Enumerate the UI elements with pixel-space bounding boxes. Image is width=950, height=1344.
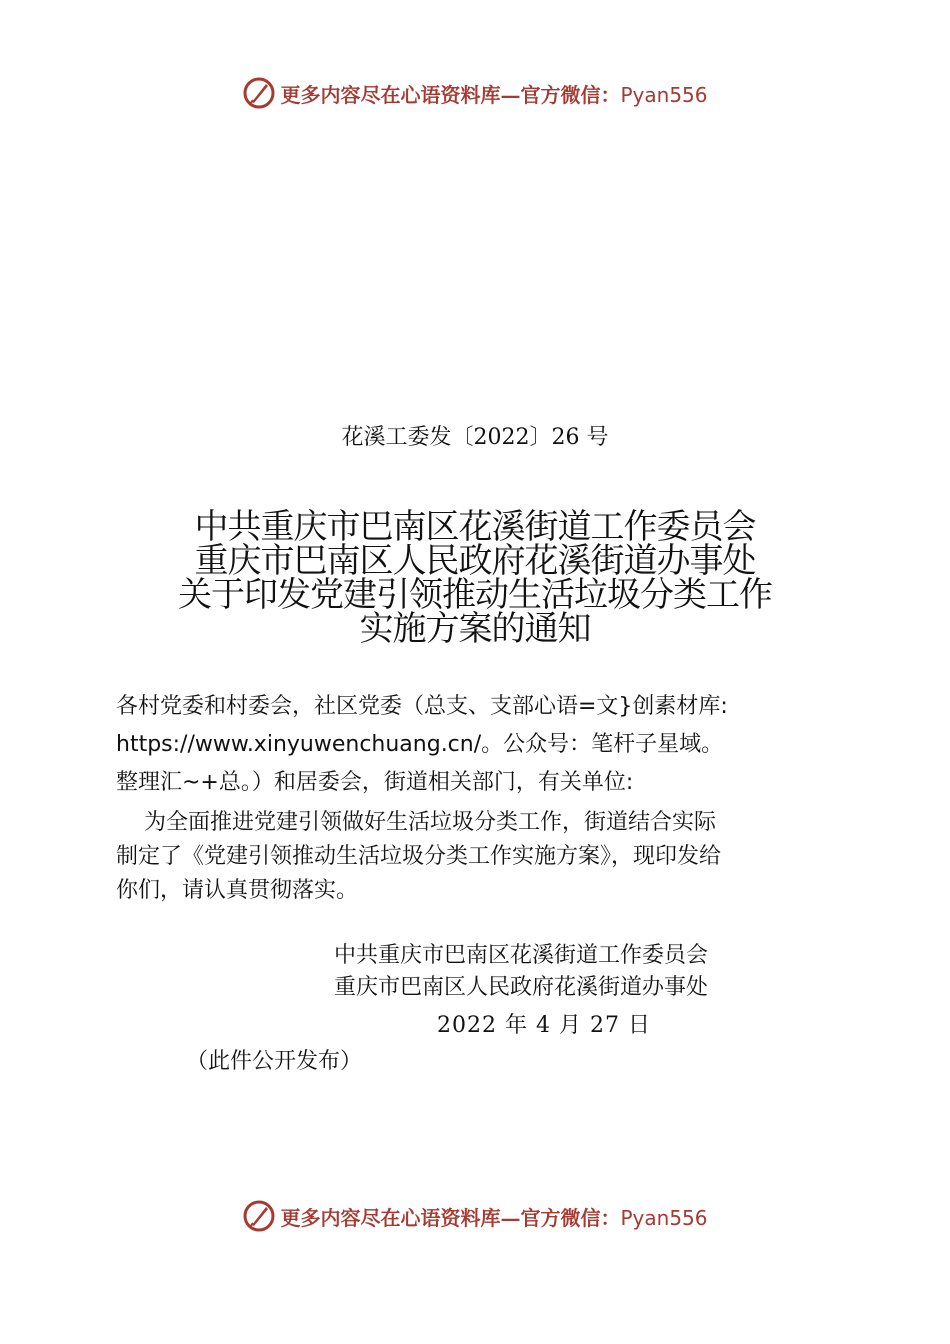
banner-text	[280, 1202, 707, 1231]
body-line: 你们，请认真贯彻落实。	[116, 878, 359, 903]
body-line: 为全面推进党建引领做好生活垃圾分类工作，街道结合实际	[116, 810, 716, 835]
signature-block	[334, 940, 854, 1004]
signature-line: 中共重庆市巴南区花溪街道工作委员会	[334, 943, 709, 968]
signature-line: 重庆市巴南区人民政府花溪街道办事处	[334, 975, 709, 1000]
salutation	[116, 688, 846, 802]
salutation-line: 整理汇~+总。）和居委会，街道相关部门，有关单位:	[116, 770, 634, 795]
quill-pen-logo-icon	[242, 1199, 276, 1233]
salutation-line: https://www.xinyuwenchuang.cn/。公众号：笔杆子星域。	[116, 732, 724, 757]
body-line: 制定了《党建引领推动生活垃圾分类工作实施方案》，现印发给	[116, 844, 722, 869]
banner-message: 更多内容尽在心语资料库—官方微信：	[280, 82, 621, 107]
banner-wechat-id: Pyan556	[620, 82, 708, 107]
sign-date: 2022 年 4 月 27 日	[437, 1013, 651, 1038]
public-release-note: （此件公开发布）	[186, 1049, 363, 1074]
quill-pen-logo-icon	[242, 76, 276, 110]
banner-message: 更多内容尽在心语资料库—官方微信：	[280, 1205, 621, 1230]
document-title	[0, 507, 950, 649]
body-paragraph	[116, 806, 846, 908]
title-line: 重庆市巴南区人民政府花溪街道办事处	[194, 541, 756, 581]
title-line: 实施方案的通知	[359, 609, 591, 649]
header-banner	[0, 73, 950, 113]
salutation-line: 各村党委和村委会，社区党委（总支、支部心语=文}创素材库:	[116, 694, 728, 719]
document-number: 花溪工委发〔2022〕26 号	[341, 425, 609, 450]
banner-text	[280, 79, 707, 108]
banner-wechat-id: Pyan556	[620, 1205, 708, 1230]
title-line: 中共重庆市巴南区花溪街道工作委员会	[194, 507, 756, 547]
title-line: 关于印发党建引领推动生活垃圾分类工作	[178, 575, 772, 615]
footer-banner	[0, 1196, 950, 1236]
